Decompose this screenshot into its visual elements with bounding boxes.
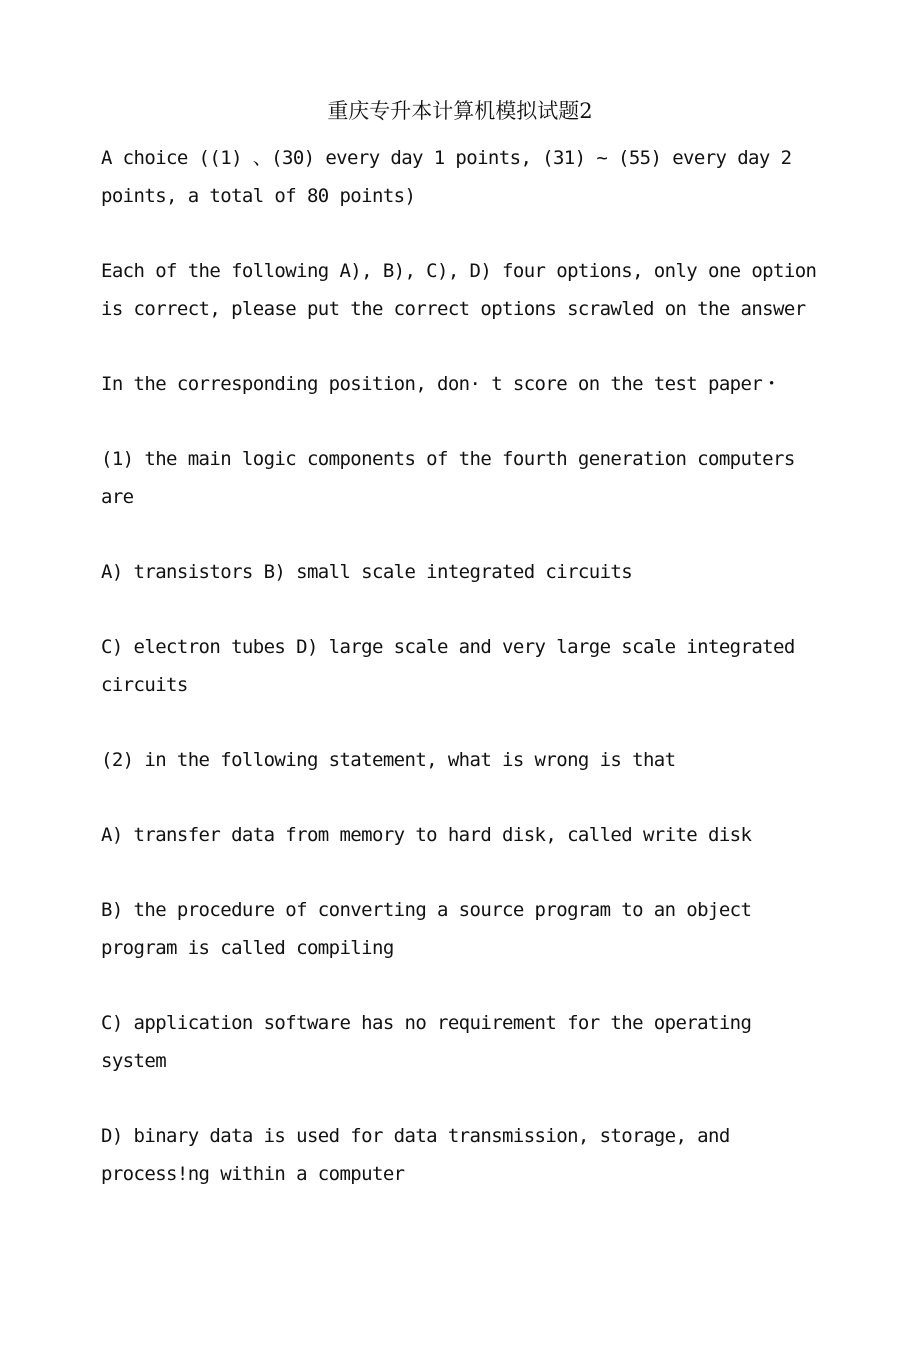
text-line: circuits	[101, 674, 188, 696]
document-body	[101, 139, 831, 1230]
text-line: Each of the following A), B), C), D) four options, only one option	[101, 260, 817, 282]
text-line: B) the procedure of converting a source program to an object	[101, 899, 752, 921]
text-line: (1) the main logic components of the fourth generation computers	[101, 448, 795, 470]
text-line: (2) in the following statement, what is wrong is that	[101, 749, 676, 771]
question-1-options-c-d	[101, 628, 831, 704]
text-line: C) electron tubes D) large scale and very large scale integrated	[101, 636, 795, 658]
text-line: A choice ((1) 、(30) every day 1 points, (31) ~ (55) every day 2	[101, 147, 792, 169]
text-line: are	[101, 486, 134, 508]
text-line: A) transistors B) small scale integrated circuits	[101, 561, 633, 583]
paragraph-instructions-choice	[101, 139, 831, 215]
text-line: D) binary data is used for data transmission, storage, and	[101, 1125, 730, 1147]
text-line: In the corresponding position, don· t score on the test paper・	[101, 373, 781, 395]
question-2	[101, 741, 831, 779]
paragraph-instructions-position	[101, 365, 831, 403]
document-title: 重庆专升本计算机模拟试题2	[327, 99, 593, 123]
question-2-option-c	[101, 1004, 831, 1080]
text-line: A) transfer data from memory to hard disk, called write disk	[101, 824, 752, 846]
text-line: points, a total of 80 points)	[101, 185, 416, 207]
question-2-option-b	[101, 891, 831, 967]
text-line: program is called compiling	[101, 937, 394, 959]
text-line: C) application software has no requirement for the operating	[101, 1012, 752, 1034]
text-line: is correct, please put the correct options scrawled on the answer	[101, 298, 806, 320]
question-2-option-a	[101, 816, 831, 854]
question-2-option-d	[101, 1117, 831, 1193]
text-line: system	[101, 1050, 167, 1072]
question-1	[101, 440, 831, 516]
text-line: process!ng within a computer	[101, 1163, 405, 1185]
question-1-options-a-b	[101, 553, 831, 591]
paragraph-instructions-options	[101, 252, 831, 328]
